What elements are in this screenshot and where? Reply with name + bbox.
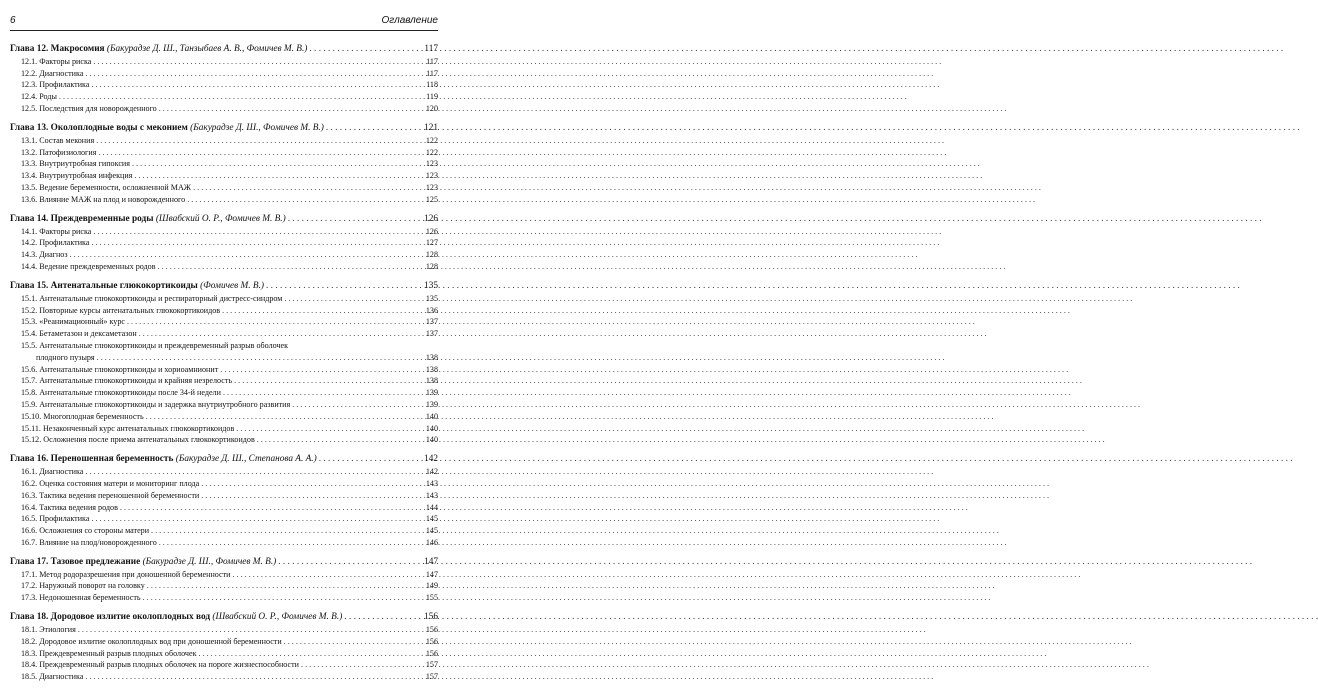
dot-leader bbox=[91, 79, 420, 90]
section-entry bbox=[10, 670, 438, 682]
section-page-number: 137 bbox=[425, 317, 438, 327]
dot-leader bbox=[326, 122, 420, 134]
dot-leader bbox=[85, 68, 420, 79]
dot-leader bbox=[139, 328, 420, 339]
page bbox=[0, 0, 448, 696]
section-title: 15.4. Бетаметазон и дексаметазон bbox=[21, 329, 137, 339]
chapter-heading bbox=[10, 121, 438, 134]
chapter-block bbox=[10, 121, 438, 205]
section-title: 15.5. Антенатальные глюкокортикоиды и преждевременный разрыв оболочек bbox=[21, 340, 289, 350]
section-title: 18.1. Этиология bbox=[21, 625, 76, 635]
section-title: 13.6. Влияние МАЖ на плод и новорожденного bbox=[21, 194, 186, 204]
chapter-title-wrap bbox=[10, 43, 307, 55]
section-page-number: 157 bbox=[425, 660, 438, 670]
chapter-label: Глава 14. Преждевременные роды bbox=[10, 213, 154, 224]
dot-leader bbox=[292, 399, 420, 410]
section-entry bbox=[10, 248, 438, 260]
section-entry bbox=[10, 410, 438, 422]
section-entry bbox=[10, 304, 438, 316]
section-page-number: 118 bbox=[426, 80, 438, 90]
section-entry bbox=[10, 292, 438, 304]
section-entry bbox=[10, 363, 438, 375]
dot-leader bbox=[222, 305, 420, 316]
chapter-block bbox=[10, 610, 438, 682]
section-title: 15.7. Антенатальные глюкокортикоиды и крайняя незрелость bbox=[21, 376, 233, 386]
dot-leader bbox=[201, 478, 420, 489]
chapter-block bbox=[10, 42, 438, 114]
section-entry bbox=[10, 489, 438, 501]
section-entry bbox=[10, 55, 438, 67]
chapter-block bbox=[10, 452, 438, 548]
section-entry bbox=[10, 580, 438, 592]
chapter-label: Глава 13. Околоплодные воды с меконием bbox=[10, 122, 188, 133]
section-page-number: 138 bbox=[425, 376, 438, 386]
section-page-number: 139 bbox=[425, 388, 438, 398]
dot-leader bbox=[59, 91, 420, 102]
dot-leader bbox=[158, 261, 420, 272]
chapter-title-wrap bbox=[10, 122, 324, 134]
section-entry bbox=[10, 635, 438, 647]
section-entry bbox=[10, 316, 438, 328]
dot-leader bbox=[159, 103, 420, 114]
section-title: 13.4. Внутриутробная инфекция bbox=[21, 171, 133, 181]
section-title: 18.3. Преждевременный разрыв плодных оболочек bbox=[21, 648, 197, 658]
chapter-page-number: 156 bbox=[424, 612, 438, 623]
section-title: 15.2. Повторные курсы антенатальных глюкокортикоидов bbox=[21, 305, 221, 315]
chapter-authors: (Швабский О. Р., Фомичев М. В.) bbox=[212, 612, 343, 623]
section-entry bbox=[10, 386, 438, 398]
section-title: 13.2. Патофизиология bbox=[21, 147, 97, 157]
running-title: Оглавление bbox=[381, 15, 438, 26]
section-page-number: 157 bbox=[425, 672, 438, 682]
section-entry bbox=[10, 146, 438, 158]
section-title: 14.1. Факторы риска bbox=[21, 226, 92, 236]
section-entry bbox=[10, 501, 438, 513]
section-page-number: 122 bbox=[425, 147, 438, 157]
section-title: 15.6. Антенатальные глюкокортикоиды и хориоамнионит bbox=[21, 364, 219, 374]
dot-leader bbox=[78, 624, 420, 635]
chapter-authors: (Бакурадзе Д. Ш., Степанова А. А.) bbox=[175, 454, 317, 465]
section-title: 12.4. Роды bbox=[21, 92, 57, 102]
dot-leader bbox=[288, 213, 420, 225]
section-entry bbox=[10, 67, 438, 79]
chapter-authors: (Швабский О. Р., Фомичев М. В.) bbox=[155, 213, 286, 224]
section-entry bbox=[10, 422, 438, 434]
section-entry bbox=[10, 339, 438, 351]
dot-leader bbox=[319, 453, 420, 465]
section-title: 18.4. Преждевременный разрыв плодных оболочек на пороге жизнеспособности bbox=[21, 660, 300, 670]
dot-leader bbox=[193, 182, 420, 193]
section-title: 16.6. Осложнения со стороны матери bbox=[21, 526, 150, 536]
section-title: 12.3. Профилактика bbox=[21, 80, 90, 90]
section-page-number: 149 bbox=[425, 581, 438, 591]
section-title: 12.5. Последствия для новорожденного bbox=[21, 103, 157, 113]
chapter-page-number: 142 bbox=[424, 454, 438, 465]
dot-leader bbox=[93, 56, 420, 67]
dot-leader bbox=[236, 423, 420, 434]
section-entry bbox=[10, 351, 438, 363]
dot-leader bbox=[96, 135, 420, 146]
section-title: 12.1. Факторы риска bbox=[21, 56, 92, 66]
section-title: 16.1. Диагностика bbox=[21, 467, 84, 477]
dot-leader bbox=[91, 237, 420, 248]
section-entry bbox=[10, 193, 438, 205]
chapter-authors: (Фомичев М. В.) bbox=[200, 280, 265, 291]
dot-leader bbox=[201, 490, 420, 501]
section-title: 15.8. Антенатальные глюкокортикоиды после 34-й недели bbox=[21, 388, 221, 398]
dot-leader bbox=[187, 194, 420, 205]
chapter-block bbox=[10, 279, 438, 445]
section-title: 15.3. «Реанимационный» курс bbox=[21, 317, 125, 327]
chapter-page-number: 135 bbox=[424, 280, 438, 291]
section-title: 18.2. Дородовое излитие околоплодных вод при доношенной беременности bbox=[21, 636, 282, 646]
section-page-number: 137 bbox=[425, 329, 438, 339]
dot-leader bbox=[159, 537, 420, 548]
section-title: 14.3. Диагноз bbox=[21, 250, 68, 260]
chapter-title-wrap bbox=[10, 213, 286, 225]
section-title: 15.11. Незаконченный курс антенатальных глюкокортикоидов bbox=[21, 423, 235, 433]
section-entry bbox=[10, 465, 438, 477]
dot-leader bbox=[284, 636, 420, 647]
chapter-page-number: 147 bbox=[424, 556, 438, 567]
section-title: 13.3. Внутриутробная гипоксия bbox=[21, 159, 130, 169]
running-header bbox=[10, 10, 438, 26]
section-page-number: 156 bbox=[425, 636, 438, 646]
chapter-title-wrap bbox=[10, 556, 276, 568]
section-page-number: 135 bbox=[425, 293, 438, 303]
dot-leader bbox=[97, 352, 420, 363]
section-entry bbox=[10, 181, 438, 193]
section-title: 14.2. Профилактика bbox=[21, 238, 90, 248]
section-entry bbox=[10, 591, 438, 603]
section-entry bbox=[10, 398, 438, 410]
section-page-number: 138 bbox=[425, 352, 438, 362]
chapter-heading bbox=[10, 555, 438, 568]
chapter-heading bbox=[10, 42, 438, 55]
dot-leader bbox=[120, 502, 420, 513]
chapter-page-number: 117 bbox=[424, 44, 438, 54]
header-rule bbox=[10, 30, 438, 31]
dot-leader bbox=[70, 249, 420, 260]
section-title: 13.5. Ведение беременности, осложненной МАЖ bbox=[21, 182, 192, 192]
chapter-heading bbox=[10, 452, 438, 465]
section-page-number: 142 bbox=[425, 467, 438, 477]
dot-leader bbox=[98, 147, 420, 158]
chapter-heading bbox=[10, 610, 438, 623]
dot-leader bbox=[147, 580, 420, 591]
section-page-number: 128 bbox=[425, 261, 438, 271]
dot-leader bbox=[199, 648, 420, 659]
dot-leader bbox=[127, 316, 420, 327]
section-page-number: 139 bbox=[425, 399, 438, 409]
section-page-number: 128 bbox=[425, 250, 438, 260]
section-page-number: 156 bbox=[425, 625, 438, 635]
chapter-heading bbox=[10, 279, 438, 292]
chapter-title-wrap bbox=[10, 280, 264, 292]
dot-leader bbox=[85, 671, 420, 682]
section-page-number: 144 bbox=[425, 502, 438, 512]
section-page-number: 140 bbox=[425, 411, 438, 421]
section-title: 18.5. Диагностика bbox=[21, 672, 84, 682]
dot-leader bbox=[301, 659, 420, 670]
chapter-label: Глава 15. Антенатальные глюкокортикоиды bbox=[10, 280, 198, 291]
section-entry bbox=[10, 477, 438, 489]
dot-leader bbox=[234, 375, 420, 386]
chapter-authors: (Бакурадзе Д. Ш., Фомичев М. В.) bbox=[190, 122, 324, 133]
section-page-number: 138 bbox=[425, 364, 438, 374]
section-page-number: 123 bbox=[425, 171, 438, 181]
section-entry bbox=[10, 102, 438, 114]
section-page-number: 127 bbox=[425, 238, 438, 248]
dot-leader bbox=[266, 280, 420, 292]
section-entry bbox=[10, 260, 438, 272]
page-number: 6 bbox=[10, 15, 16, 26]
section-page-number: 122 bbox=[425, 135, 438, 145]
section-entry bbox=[10, 237, 438, 249]
chapter-label: Глава 16. Переношенная беременность bbox=[10, 454, 174, 465]
chapter-authors: (Бакурадзе Д. Ш., Танзыбаев А. В., Фомичев М. В.) bbox=[106, 44, 308, 54]
chapter-label: Глава 12. Макросомия bbox=[10, 44, 105, 54]
section-entry bbox=[10, 158, 438, 170]
section-entry bbox=[10, 134, 438, 146]
section-title: 17.1. Метод родоразрешения при доношенной беременности bbox=[21, 569, 231, 579]
section-entry bbox=[10, 434, 438, 446]
chapter-block bbox=[10, 212, 438, 272]
section-title: 16.4. Тактика ведения родов bbox=[21, 502, 118, 512]
section-entry bbox=[10, 327, 438, 339]
section-page-number: 155 bbox=[425, 593, 438, 603]
section-page-number: 143 bbox=[425, 478, 438, 488]
dot-leader bbox=[132, 158, 420, 169]
section-title: плодного пузыря bbox=[36, 352, 95, 362]
section-title: 15.10. Многоплодная беременность bbox=[21, 411, 144, 421]
section-entry bbox=[10, 568, 438, 580]
chapter-heading bbox=[10, 212, 438, 225]
section-title: 17.3. Недоношенная беременность bbox=[21, 593, 141, 603]
section-entry bbox=[10, 375, 438, 387]
section-title: 13.1. Состав мекония bbox=[21, 135, 95, 145]
section-entry bbox=[10, 536, 438, 548]
section-title: 15.9. Антенатальные глюкокортикоиды и задержка внутриутробного развития bbox=[21, 399, 291, 409]
dot-leader bbox=[91, 513, 420, 524]
section-page-number: 136 bbox=[425, 305, 438, 315]
section-title: 14.4. Ведение преждевременных родов bbox=[21, 261, 156, 271]
section-title: 16.7. Влияние на плод/новорожденного bbox=[21, 537, 157, 547]
section-entry bbox=[10, 524, 438, 536]
section-title: 12.2. Диагностика bbox=[21, 68, 84, 78]
section-entry bbox=[10, 623, 438, 635]
dot-leader bbox=[344, 611, 420, 623]
section-page-number: 126 bbox=[425, 226, 438, 236]
section-page-number: 123 bbox=[425, 159, 438, 169]
section-page-number: 123 bbox=[425, 182, 438, 192]
chapter-title-wrap bbox=[10, 453, 317, 465]
section-entry bbox=[10, 79, 438, 91]
chapter-authors: (Бакурадзе Д. Ш., Фомичев М. В.) bbox=[142, 556, 277, 567]
chapter-page-number: 121 bbox=[424, 122, 438, 133]
section-page-number: 120 bbox=[425, 103, 438, 113]
dot-leader bbox=[151, 525, 420, 536]
chapter-page-number: 126 bbox=[424, 213, 438, 224]
dot-leader bbox=[223, 387, 420, 398]
chapter-label: Глава 18. Дородовое излитие околоплодных вод bbox=[10, 612, 211, 623]
section-page-number: 145 bbox=[425, 514, 438, 524]
chapter-title-wrap bbox=[10, 611, 342, 623]
section-page-number: 117 bbox=[426, 56, 438, 66]
table-of-contents bbox=[10, 42, 438, 682]
section-page-number: 140 bbox=[425, 423, 438, 433]
dot-leader bbox=[220, 364, 420, 375]
section-entry bbox=[10, 169, 438, 181]
section-entry bbox=[10, 659, 438, 671]
section-title: 16.3. Тактика ведения переношенной беременности bbox=[21, 490, 200, 500]
section-entry bbox=[10, 225, 438, 237]
dot-leader bbox=[134, 170, 420, 181]
section-page-number: 117 bbox=[426, 68, 438, 78]
section-title: 15.1. Антенатальные глюкокортикоиды и респираторный дистресс-синдром bbox=[21, 293, 283, 303]
dot-leader bbox=[278, 556, 420, 568]
section-page-number: 147 bbox=[425, 569, 438, 579]
dot-leader bbox=[146, 411, 420, 422]
section-page-number: 145 bbox=[425, 526, 438, 536]
dot-leader bbox=[143, 592, 420, 603]
section-page-number: 146 bbox=[425, 537, 438, 547]
dot-leader bbox=[257, 434, 420, 445]
chapter-label: Глава 17. Тазовое предлежание bbox=[10, 556, 141, 567]
section-page-number: 140 bbox=[425, 435, 438, 445]
dot-leader bbox=[233, 569, 420, 580]
section-title: 16.5. Профилактика bbox=[21, 514, 90, 524]
section-page-number: 156 bbox=[425, 648, 438, 658]
dot-leader bbox=[309, 43, 420, 55]
section-title: 16.2. Оценка состояния матери и мониторинг плода bbox=[21, 478, 200, 488]
section-page-number: 119 bbox=[426, 92, 438, 102]
section-title: 15.12. Осложнения после приема антенатальных глюкокортикоидов bbox=[21, 435, 255, 445]
dot-leader bbox=[93, 226, 420, 237]
chapter-block bbox=[10, 555, 438, 603]
section-entry bbox=[10, 513, 438, 525]
section-page-number: 143 bbox=[425, 490, 438, 500]
section-page-number: 125 bbox=[425, 194, 438, 204]
dot-leader bbox=[284, 293, 420, 304]
section-entry bbox=[10, 90, 438, 102]
section-entry bbox=[10, 647, 438, 659]
section-title: 17.2. Наружный поворот на головку bbox=[21, 581, 145, 591]
dot-leader bbox=[85, 466, 420, 477]
